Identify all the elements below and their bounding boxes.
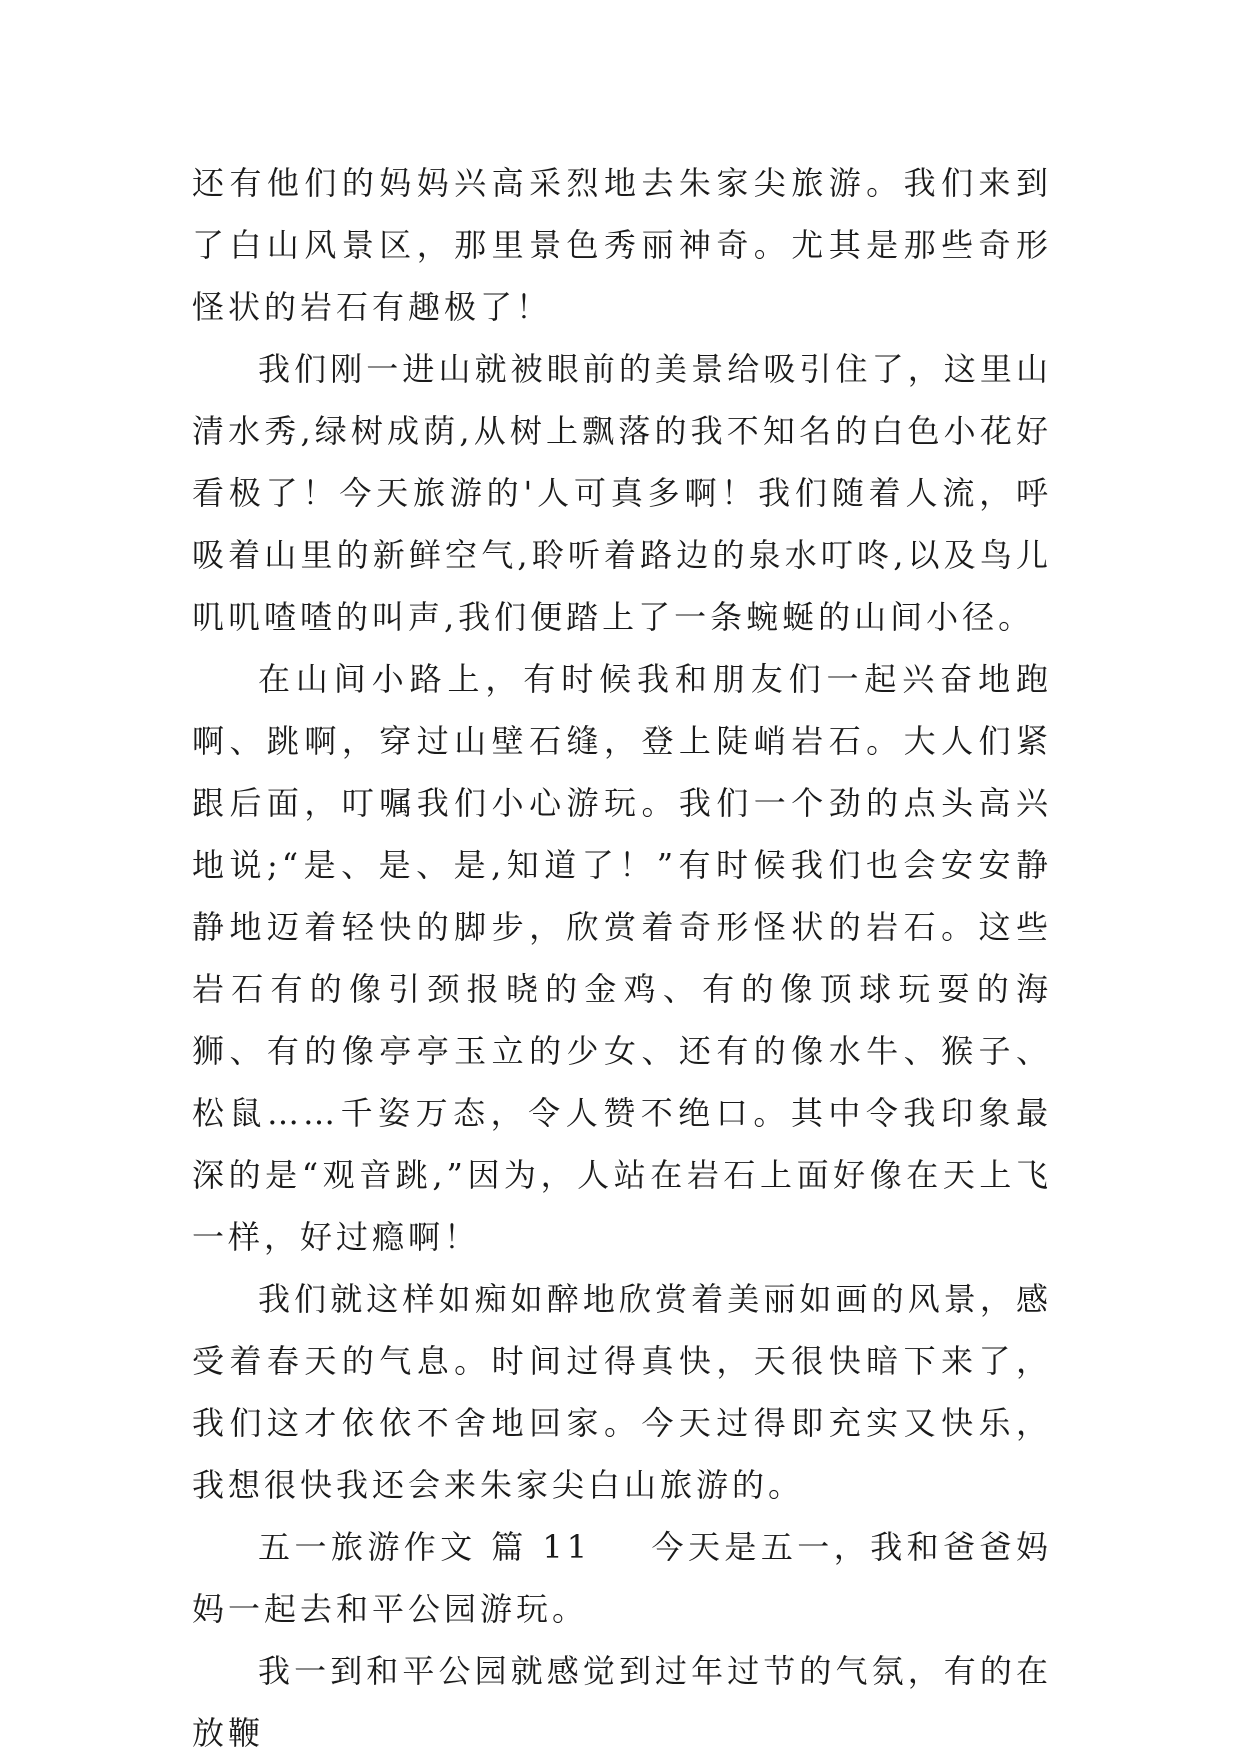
paragraph-3: 在山间小路上，有时候我和朋友们一起兴奋地跑啊、跳啊，穿过山壁石缝，登上陡峭岩石。大人们紧跟后面，叮嘱我们小心游玩。我们一个劲的点头高兴地说;“是、是、是,知道了！”有时候我们也会安安静静地迈着轻快的脚步，欣赏着奇形怪状的岩石。这些岩石有的像引颈报晓的金鸡、有的像顶球玩耍的海狮、有的像亭亭玉立的少女、还有的像水牛、猴子、松鼠……千姿万态，令人赞不绝口。其中令我印象最深的是“观音跳,”因为，人站在岩石上面好像在天上飞一样，好过瘾啊！: [192, 660, 1052, 1256]
paragraph-1: 还有他们的妈妈兴高采烈地去朱家尖旅游。我们来到了白山风景区，那里景色秀丽神奇。尤其是那些奇形怪状的岩石有趣极了！: [192, 164, 1052, 326]
document-page: [192, 152, 1052, 1764]
paragraph-4: 我们就这样如痴如醉地欣赏着美丽如画的风景，感受着春天的气息。时间过得真快，天很快暗下来了，我们这才依依不舍地回家。今天过得即充实又快乐，我想很快我还会来朱家尖白山旅游的。: [192, 1280, 1052, 1504]
paragraph-2: 我们刚一进山就被眼前的美景给吸引住了，这里山清水秀,绿树成荫,从树上飘落的我不知名的白色小花好看极了！今天旅游的'人可真多啊！我们随着人流，呼吸着山里的新鲜空气,聆听着路边的泉水叮咚,以及鸟儿叽叽喳喳的叫声,我们便踏上了一条蜿蜒的山间小径。: [192, 350, 1052, 636]
section-heading: 五一旅游作文 篇 11: [258, 1528, 592, 1566]
paragraph-last: 我一到和平公园就感觉到过年过节的气氛，有的在放鞭: [192, 1652, 1052, 1752]
section-paragraph: [192, 1516, 1052, 1640]
section-text: 今天是五一，我和爸爸妈妈一起去和平公园游玩。: [192, 1528, 1052, 1628]
